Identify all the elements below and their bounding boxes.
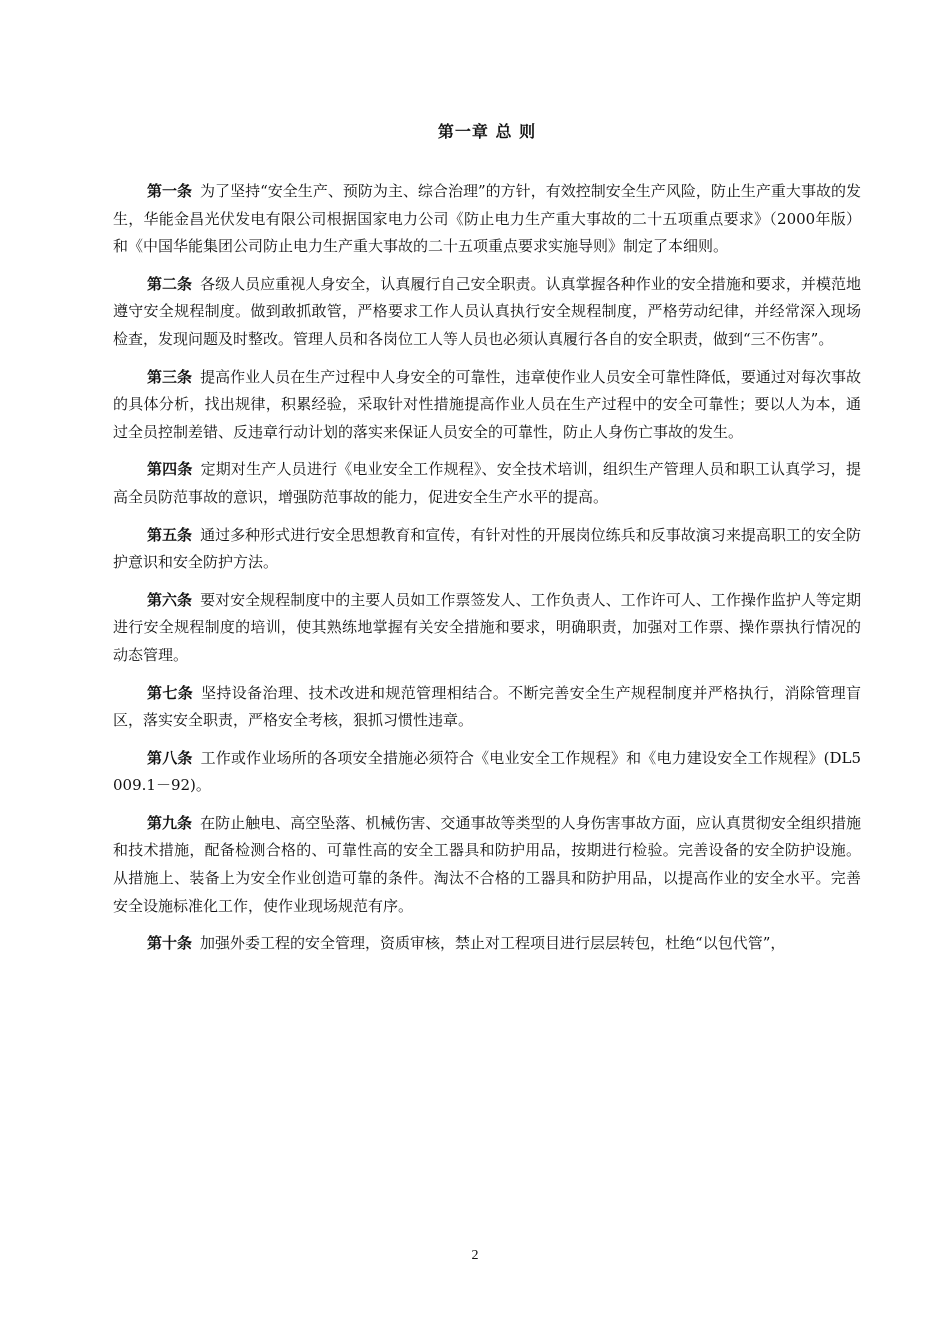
article-4 bbox=[113, 456, 861, 511]
article-text: 要对安全规程制度中的主要人员如工作票签发人、工作负责人、工作许可人、工作操作监护人等定期进行安全规程制度的培训，使其熟练地掌握有关安全措施和要求，明确职责，加强对工作票、操作票执行情况的动态管理。 bbox=[113, 590, 861, 664]
article-text: 工作或作业场所的各项安全措施必须符合《电业安全工作规程》和《电力建设安全工作规程》(DL5009.1－92)。 bbox=[113, 748, 861, 795]
article-text: 通过多种形式进行安全思想教育和宣传，有针对性的开展岗位练兵和反事故演习来提高职工的安全防护意识和安全防护方法。 bbox=[113, 525, 861, 572]
article-text: 为了坚持“安全生产、预防为主、综合治理”的方针，有效控制安全生产风险，防止生产重大事故的发生，华能金昌光伏发电有限公司根据国家电力公司《防止电力生产重大事故的二十五项重点要求》（2000年版）和《中国华能集团公司防止电力生产重大事故的二十五项重点要求实施导则》制定了本细则。 bbox=[113, 182, 861, 256]
article-text: 定期对生产人员进行《电业安全工作规程》、安全技术培训，组织生产管理人员和职工认真学习，提高全员防范事故的意识，增强防范事故的能力，促进安全生产水平的提高。 bbox=[113, 460, 861, 506]
article-number: 第八条 bbox=[147, 748, 193, 767]
article-2 bbox=[113, 271, 861, 354]
article-number: 第六条 bbox=[147, 590, 193, 609]
article-number: 第四条 bbox=[147, 460, 193, 479]
article-number: 第三条 bbox=[147, 367, 193, 386]
article-8 bbox=[113, 745, 861, 800]
article-number: 第五条 bbox=[147, 525, 193, 544]
article-6 bbox=[113, 587, 861, 670]
article-text: 在防止触电、高空坠落、机械伤害、交通事故等类型的人身伤害事故方面，应认真贯彻安全组织措施和技术措施，配备检测合格的、可靠性高的安全工器具和防护用品，按期进行检验。完善设备的安全防护设施。从措施上、装备上为安全作业创造可靠的条件。淘汰不合格的工器具和防护用品，以提高作业的安全水平。完善安全设施标准化工作，使作业现场规范有序。 bbox=[113, 813, 861, 915]
article-number: 第九条 bbox=[147, 813, 193, 832]
page-number: 2 bbox=[471, 1248, 479, 1263]
article-number: 第七条 bbox=[147, 683, 194, 702]
article-text: 各级人员应重视人身安全，认真履行自己安全职责。认真掌握各种作业的安全措施和要求，并模范地遵守安全规程制度。做到敢抓敢管，严格要求工作人员认真执行安全规程制度，严格劳动纪律，并经常深入现场检查，发现问题及时整改。管理人员和各岗位工人等人员也必须认真履行各自的安全职责，做到“三不伤害”。 bbox=[113, 274, 861, 348]
article-10 bbox=[113, 930, 861, 958]
article-text: 坚持设备治理、技术改进和规范管理相结合。不断完善安全生产规程制度并严格执行，消除管理盲区，落实安全职责，严格安全考核，狠抓习惯性违章。 bbox=[113, 683, 861, 730]
chapter-title: 第一章 总 则 bbox=[437, 122, 537, 141]
article-1 bbox=[113, 178, 861, 261]
article-7 bbox=[113, 680, 861, 735]
article-text: 提高作业人员在生产过程中人身安全的可靠性，违章使作业人员安全可靠性降低，要通过对每次事故的具体分析，找出规律，积累经验，采取针对性措施提高作业人员在生产过程中的安全可靠性；要以人为本，通过全员控制差错、反违章行动计划的落实来保证人员安全的可靠性，防止人身伤亡事故的发生。 bbox=[113, 367, 861, 441]
article-5 bbox=[113, 522, 861, 577]
article-9 bbox=[113, 810, 861, 920]
article-3 bbox=[113, 364, 861, 447]
article-number: 第一条 bbox=[147, 182, 193, 200]
document-page bbox=[113, 118, 861, 968]
article-number: 第二条 bbox=[147, 274, 193, 293]
article-number: 第十条 bbox=[147, 934, 193, 953]
article-text: 加强外委工程的安全管理，资质审核，禁止对工程项目进行层层转包，杜绝“以包代管”， bbox=[200, 934, 786, 953]
